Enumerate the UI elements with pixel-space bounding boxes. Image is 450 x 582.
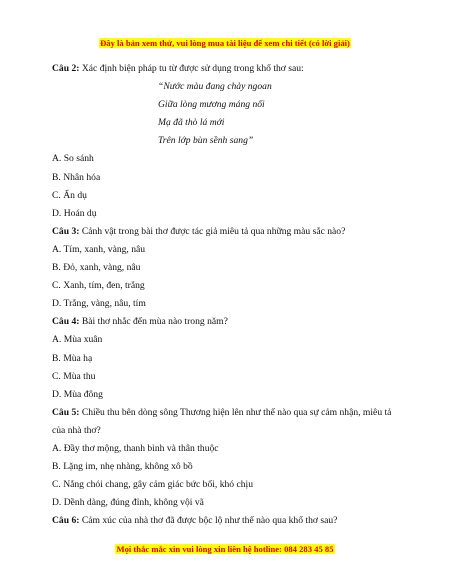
answer-option: A. Mùa xuân bbox=[52, 334, 103, 346]
question-5 bbox=[52, 404, 402, 440]
poem-line: Mạ đã thò lá mới bbox=[158, 117, 225, 129]
poem-line: Trên lớp bùn sềnh sang” bbox=[158, 135, 254, 147]
poem-line: “Nước màu đang chảy ngoan bbox=[158, 81, 272, 93]
question-2 bbox=[52, 60, 402, 78]
answer-option: A. Tím, xanh, vàng, nâu bbox=[52, 243, 146, 255]
answer-option: C. Mùa thu bbox=[52, 370, 96, 382]
question-6 bbox=[52, 512, 402, 530]
answer-option: C. Xanh, tím, đen, trắng bbox=[52, 280, 145, 292]
answer-option: C. Nắng chói chang, gây cảm giác bức bối, khó chịu bbox=[52, 479, 254, 491]
answer-option: B. Lặng im, nhẹ nhàng, không xô bồ bbox=[52, 461, 193, 473]
answer-option: D. Dềnh dàng, đúng đỉnh, không vội vã bbox=[52, 497, 204, 509]
question-3-number: Câu 3: bbox=[52, 225, 80, 237]
question-4-text: Bài thơ nhắc đến mùa nào trong năm? bbox=[79, 316, 228, 328]
question-2-text: Xác định biện pháp tu từ được sử dụng trong khổ thơ sau: bbox=[79, 63, 304, 74]
question-5-text: Chiều thu bên dòng sông Thương hiện lên như thế nào qua sự cảm nhận, miêu tả của nhà thơ? bbox=[52, 406, 392, 436]
question-4-number: Câu 4: bbox=[52, 316, 80, 328]
question-4 bbox=[52, 313, 402, 331]
answer-option: B. Đỏ, xanh, vàng, nâu bbox=[52, 262, 141, 274]
question-5-number: Câu 5: bbox=[52, 406, 80, 418]
preview-banner-text: Đây là bản xem thử, vui lòng mua tài liệu để xem chi tiết (có lời giải) bbox=[100, 38, 350, 48]
preview-banner bbox=[0, 38, 450, 48]
answer-option: B. Nhân hóa bbox=[52, 171, 101, 183]
question-6-number: Câu 6: bbox=[52, 515, 80, 527]
question-3 bbox=[52, 223, 402, 241]
question-2-number: Câu 2: bbox=[52, 63, 80, 74]
document-body bbox=[52, 60, 402, 530]
answer-option: D. Mùa đông bbox=[52, 388, 103, 400]
poem-line: Giữa lòng mương máng nối bbox=[158, 99, 265, 111]
question-3-text: Cảnh vật trong bài thơ được tác giả miêu tả qua những màu sắc nào? bbox=[79, 225, 346, 237]
answer-option: A. Đầy thơ mộng, thanh bình và thân thuộc bbox=[52, 442, 219, 454]
answer-option: D. Hoán dụ bbox=[52, 207, 97, 219]
answer-option: C. Ẩn dụ bbox=[52, 189, 87, 201]
hotline-banner-text: Mọi thắc mắc xin vui lòng xin liên hệ hotline: 084 283 45 85 bbox=[116, 544, 334, 554]
hotline-banner bbox=[0, 544, 450, 554]
answer-option: B. Mùa hạ bbox=[52, 352, 93, 364]
question-6-text: Cảm xúc của nhà thơ đã được bộc lộ như thế nào qua khổ thơ sau? bbox=[79, 515, 338, 527]
answer-option: D. Trắng, vàng, nâu, tím bbox=[52, 298, 146, 310]
answer-option: A. So sánh bbox=[52, 153, 94, 165]
